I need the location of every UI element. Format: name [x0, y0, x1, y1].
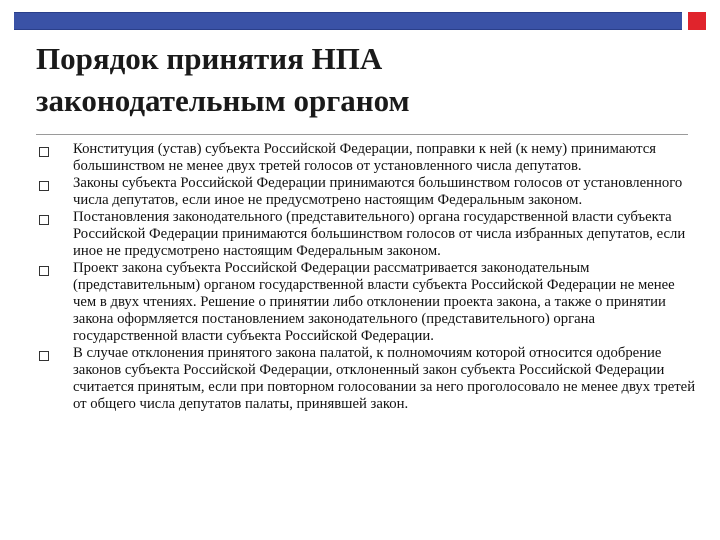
- hollow-square-icon: [39, 266, 49, 276]
- list-item-text: Постановления законодательного (представительного) органа государственной власти субъекта Российской Федерации принимаются большинством голосов от числа избранных депутатов, если иное не предусмотрено настоящим Федеральным законом.: [73, 209, 686, 259]
- list-item: [36, 175, 696, 209]
- hollow-square-icon: [39, 351, 49, 361]
- slide-title: [36, 38, 686, 122]
- list-item-text: Конституция (устав) субъекта Российской Федерации, поправки к ней (к нему) принимаются большинством не менее двух третей голосов от установленного числа депутатов.: [73, 141, 657, 174]
- red-accent-square: [688, 12, 706, 30]
- hollow-square-icon: [39, 147, 49, 157]
- list-item-text: Проект закона субъекта Российской Федерации рассматривается законодательным (представительным) органом государственной власти субъекта Российской Федерации не менее чем в двух чтениях. Решение о принятии либо отклонении проекта закона, а также о принятии закона оформляется постановлением законодательного (представительного) органа государственной власти субъекта Российской Федерации.: [73, 260, 675, 344]
- list-item: [36, 141, 696, 175]
- list-item: [36, 345, 696, 413]
- bullet-list: [36, 141, 696, 413]
- hollow-square-icon: [39, 215, 49, 225]
- slide-title-line-1: Порядок принятия НПА: [36, 41, 383, 76]
- slide-title-line-2: законодательным органом: [36, 83, 410, 118]
- header-accent-bar: [14, 12, 682, 30]
- list-item-text: В случае отклонения принятого закона палатой, к полномочиям которой относится одобрение законов субъекта Российской Федерации, отклоненный закон субъекта Российской Федерации считается принятым, если при повторном голосовании за него проголосовало не менее двух третей от общего числа депутатов палаты, принявшей закон.: [73, 345, 696, 412]
- list-item: [36, 260, 696, 345]
- list-item: [36, 209, 696, 260]
- list-item-text: Законы субъекта Российской Федерации принимаются большинством голосов от установленного числа депутатов, если иное не предусмотрено настоящим Федеральным законом.: [73, 175, 683, 208]
- hollow-square-icon: [39, 181, 49, 191]
- title-divider: [36, 134, 688, 135]
